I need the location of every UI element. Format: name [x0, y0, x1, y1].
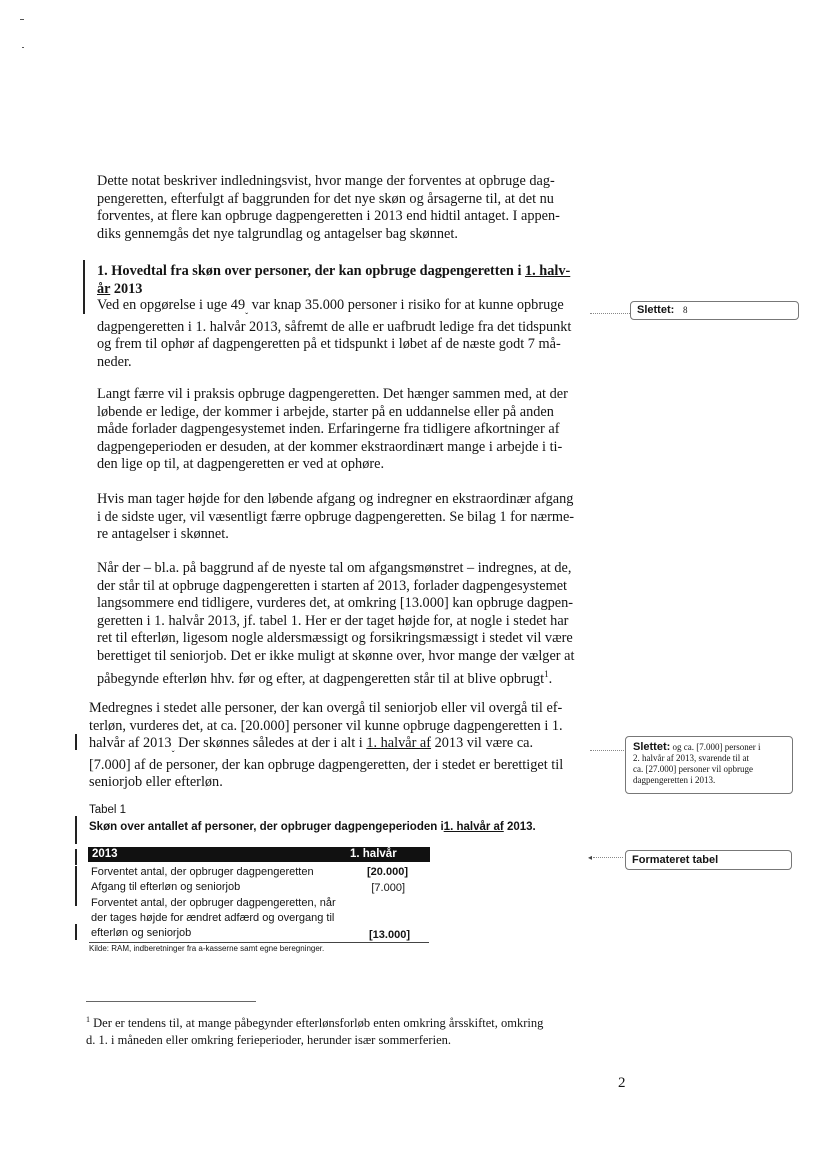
- table-title-underlined: 1. halvår af: [443, 821, 504, 833]
- footnote-number: 1: [86, 1015, 90, 1024]
- comment-balloon-formatted[interactable]: [625, 850, 792, 870]
- table-row: [91, 880, 240, 895]
- text-line: Når der – bl.a. på baggrund af de nyeste tal om afgangsmønstret – indregnes, at de,: [97, 560, 572, 576]
- comment-balloon-deleted[interactable]: [625, 736, 793, 794]
- text-line: re antagelser i skønnet.: [97, 526, 229, 543]
- text-line: berettiget til seniorjob. Det er ikke muligt at skønne over, hvor mange der vælger at: [97, 647, 575, 664]
- text-line: løbende er ledige, der kommer i arbejde, starter på en uddannelse eller på anden: [97, 403, 554, 420]
- text-line: Langt færre vil i praksis opbruge dagpengeretten. Det hænger sammen med, at der: [97, 386, 568, 402]
- change-bar: [75, 849, 77, 865]
- table-header-year: 2013: [92, 848, 118, 860]
- text-line: Medregnes i stedet alle personer, der kan overgå til seniorjob eller vil overgå til ef-: [89, 700, 563, 716]
- text-line: [7.000] af de personer, der kan opbruge dagpengeretten, der i stedet er berettiget til: [89, 756, 564, 773]
- text-line: dagpengeretten i 1. halvår 2013, såfremt de alle er uafbrudt ledige fra det tidspunkt: [97, 318, 572, 335]
- text-line: geretten i 1. halvår 2013, jf. tabel 1. Her er der taget højde for, at nogle i stedet har: [97, 612, 569, 629]
- table-caption: Tabel 1: [89, 804, 127, 816]
- text-line: ret til efterløn, ligesom nogle aldersmæssigt og forsikringsmæssigt i stedet vil være: [97, 630, 573, 647]
- page-number: 2: [618, 1075, 626, 1091]
- comment-text: 2. halvår af 2013, svarende til at: [633, 753, 749, 763]
- change-bar: [83, 260, 85, 314]
- paragraph-opgorelse: [97, 297, 571, 371]
- text-line: diks gennemgås det nye talgrundlag og antagelser bag skønnet.: [97, 225, 458, 242]
- change-bar: [75, 924, 77, 940]
- footnote-text: d. 1. i måneden eller omkring ferieperioder, herunder især sommerferien.: [86, 1033, 451, 1048]
- table-title-text: 2013.: [503, 821, 536, 833]
- text-fragment: var knap 35.000 personer i risiko for at kunne opbruge: [248, 297, 564, 313]
- intro-paragraph: [97, 173, 560, 243]
- text-fragment: Ved en opgørelse i uge 49: [97, 297, 246, 313]
- text-line: i de sidste uger, vil væsentligt færre opbruge dagpengeretten. Se bilag 1 for nærme-: [97, 508, 575, 525]
- heading-underlined: år: [97, 280, 111, 297]
- comment-text: og ca. [7.000] personer i: [670, 742, 761, 752]
- deletion-marker: ˬ: [171, 742, 175, 753]
- text-line: pengeretten, efterfulgt af baggrunden for det nye skøn og årsagerne til, at det nu: [97, 190, 554, 207]
- heading-text: 2013: [110, 280, 143, 297]
- text-line: Dette notat beskriver indledningsvist, hvor mange der forventes at opbruge dag-: [97, 173, 555, 189]
- paragraph-langt-faerre: [97, 386, 568, 474]
- scan-speck: [20, 19, 24, 20]
- text-fragment: halvår af 2013: [89, 735, 172, 752]
- text-line: Hvis man tager højde for den løbende afgang og indregner en ekstraordinær afgang: [97, 491, 574, 507]
- heading-text: 1. Hovedtal fra skøn over personer, der kan opbruge dagpengeretten i: [97, 263, 525, 279]
- table-header: [88, 847, 430, 862]
- text-underlined: 1. halvår af: [366, 735, 432, 752]
- table-row-label: Afgang til efterløn og seniorjob: [91, 881, 241, 893]
- text-line: måde forlader dagpengesystemet inden. Erfaringerne fra tidligere afkortninger af: [97, 421, 560, 438]
- table-row-label: Forventet antal, der opbruger dagpengeretten, når: [91, 897, 336, 909]
- text-line: den lige op til, at dagpengeretten er ved at ophøre.: [97, 456, 385, 473]
- table-row-value: [20.000]: [367, 866, 408, 878]
- footnote-text: Der er tendens til, at mange påbegynder efterlønsforløb enten omkring årsskiftet, omkring: [90, 1016, 544, 1031]
- table-row-label: Forventet antal, der opbruger dagpengeretten: [91, 866, 314, 878]
- change-bar: [75, 734, 77, 750]
- comment-balloon-deleted[interactable]: [630, 301, 799, 320]
- footnote: [86, 1011, 543, 1049]
- table-row-label: efterløn og seniorjob: [91, 927, 192, 939]
- scan-speck: [22, 47, 24, 48]
- comment-leader: [590, 750, 624, 751]
- text-fragment: påbegynde efterløn hhv. før og efter, at dagpengeretten står til at blive opbrugt: [97, 670, 545, 687]
- text-fragment: 2013 vil være ca.: [431, 735, 534, 752]
- table-row: [91, 896, 336, 941]
- comment-leader: [590, 313, 632, 314]
- text-line: forventes, at flere kan opbruge dagpengeretten i 2013 end hidtil antaget. I appen-: [97, 208, 560, 225]
- table-source: Kilde: RAM, indberetninger fra a-kasserne samt egne beregninger.: [89, 944, 325, 953]
- change-bar: [75, 816, 77, 844]
- text-line: neder.: [97, 353, 132, 370]
- table-row: [91, 865, 314, 880]
- comment-text: dagpengeretten i 2013.: [633, 775, 716, 785]
- text-line: terløn, vurderes det, at ca. [20.000] personer vil kunne opbruge dagpengeretten i 1.: [89, 717, 563, 734]
- comment-arrow-icon: ◂: [588, 853, 593, 862]
- text-line: og frem til ophør af dagpengeretten på et tidspunkt i løbet af de næste godt 7 må-: [97, 336, 561, 353]
- table-row-value: [7.000]: [371, 882, 405, 894]
- table-row-label: der tages højde for ændret adfærd og overgang til: [91, 912, 335, 924]
- comment-label: Formateret tabel: [632, 854, 719, 866]
- section-heading: [97, 263, 570, 298]
- heading-underlined: 1. halv-: [525, 263, 571, 279]
- paragraph-medregnes: [89, 700, 563, 792]
- change-bar: [75, 866, 77, 906]
- comment-label: Slettet:: [637, 304, 675, 316]
- table-bottom-rule: [89, 942, 429, 943]
- text-fragment: .: [548, 670, 553, 687]
- table-title-text: Skøn over antallet af personer, der opbruger dagpengeperioden i: [89, 821, 444, 833]
- text-line: langsommere end tidligere, vurderes det, at omkring [13.000] kan opbruge dagpen-: [97, 595, 574, 612]
- comment-text: 8: [683, 305, 688, 315]
- table-title: [89, 820, 536, 835]
- footnote-separator: [86, 1001, 256, 1002]
- deletion-marker: ˬ: [245, 304, 249, 314]
- paragraph-naar-der: [97, 560, 574, 688]
- footnote-reference[interactable]: 1: [544, 668, 549, 679]
- comment-leader: [593, 857, 623, 858]
- text-line: dagpengeperioden er desuden, at der kommer ekstraordinært mange i arbejde i ti-: [97, 438, 563, 455]
- text-line: der står til at opbruge dagpengeretten i starten af 2013, forlader dagpengesystemet: [97, 577, 568, 594]
- table-header-period: 1. halvår: [350, 848, 397, 860]
- table-row-value: [13.000]: [369, 929, 410, 941]
- paragraph-hvis-man: [97, 491, 574, 544]
- comment-text: ca. [27.000] personer vil opbruge: [633, 764, 753, 774]
- text-fragment: Der skønnes således at der i alt i: [174, 735, 367, 752]
- comment-label: Slettet:: [633, 741, 671, 753]
- text-line: seniorjob eller efterløn.: [89, 774, 223, 791]
